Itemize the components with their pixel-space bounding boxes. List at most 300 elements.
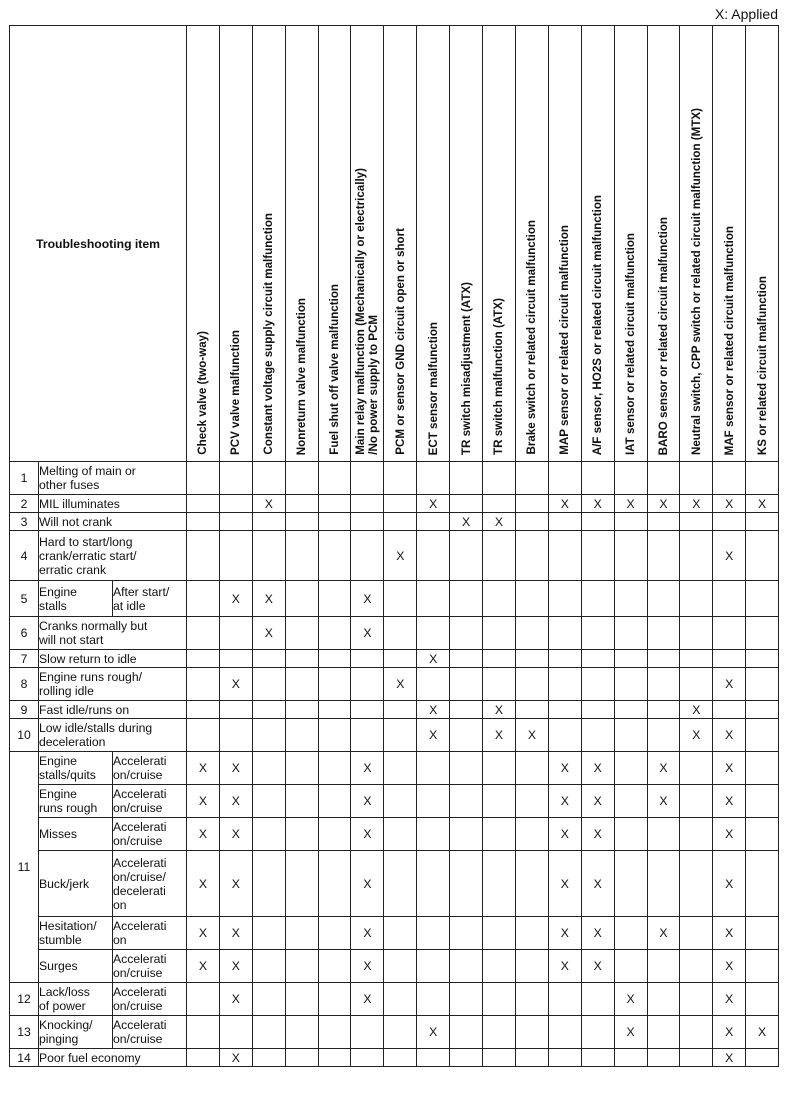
applied-mark-cell: [417, 617, 450, 650]
applied-mark-cell: [384, 752, 417, 785]
applied-mark-cell: X: [187, 950, 220, 983]
applied-mark-cell: [318, 513, 351, 531]
applied-mark-cell: [384, 1016, 417, 1049]
condition-cell: Accelerati on/cruise: [113, 950, 187, 983]
applied-mark-cell: [581, 650, 614, 668]
applied-mark-cell: [647, 950, 680, 983]
table-row: [10, 617, 779, 650]
applied-mark-cell: [219, 531, 252, 581]
row-number: 11: [10, 752, 39, 983]
applied-mark-cell: [252, 719, 285, 752]
applied-mark-cell: [483, 983, 516, 1016]
applied-mark-cell: X: [647, 752, 680, 785]
applied-mark-cell: [285, 531, 318, 581]
applied-mark-cell: [548, 462, 581, 495]
table-row: [10, 1016, 779, 1049]
table-row: [10, 818, 779, 851]
applied-mark-cell: [252, 668, 285, 701]
applied-mark-cell: [252, 752, 285, 785]
applied-mark-cell: X: [219, 983, 252, 1016]
troubleshooting-item: Will not crank: [39, 513, 187, 531]
applied-mark-cell: [318, 950, 351, 983]
condition-cell: Accelerati on/cruise/ decelerati on: [113, 851, 187, 917]
applied-mark-cell: [285, 495, 318, 513]
applied-mark-cell: X: [647, 495, 680, 513]
applied-mark-cell: [351, 462, 384, 495]
applied-mark-cell: [614, 668, 647, 701]
applied-mark-cell: X: [384, 531, 417, 581]
applied-mark-cell: X: [713, 917, 746, 950]
applied-mark-cell: [680, 581, 713, 617]
applied-mark-cell: [318, 462, 351, 495]
troubleshooting-item: Cranks normally but will not start: [39, 617, 187, 650]
applied-mark-cell: [548, 531, 581, 581]
applied-mark-cell: [384, 785, 417, 818]
condition-cell: Accelerati on/cruise: [113, 818, 187, 851]
applied-mark-cell: X: [351, 752, 384, 785]
applied-mark-cell: [285, 818, 318, 851]
column-header: [713, 26, 746, 462]
applied-mark-cell: X: [483, 719, 516, 752]
applied-mark-cell: [581, 1016, 614, 1049]
applied-mark-cell: [746, 719, 779, 752]
column-header-label: TR switch misadjustment (ATX): [459, 281, 473, 455]
applied-mark-cell: [219, 719, 252, 752]
applied-mark-cell: X: [713, 851, 746, 917]
applied-mark-cell: [581, 462, 614, 495]
applied-mark-cell: X: [187, 917, 220, 950]
column-header: [417, 26, 450, 462]
applied-mark-cell: [713, 462, 746, 495]
applied-mark-cell: [351, 1049, 384, 1067]
applied-mark-cell: [187, 462, 220, 495]
applied-mark-cell: [515, 917, 548, 950]
applied-mark-cell: X: [548, 785, 581, 818]
applied-mark-cell: [285, 752, 318, 785]
applied-mark-cell: [384, 818, 417, 851]
applied-mark-cell: [680, 785, 713, 818]
applied-mark-cell: [450, 462, 483, 495]
applied-mark-cell: [318, 701, 351, 719]
applied-mark-cell: [515, 617, 548, 650]
applied-mark-cell: [417, 752, 450, 785]
applied-mark-cell: X: [450, 513, 483, 531]
applied-mark-cell: [450, 650, 483, 668]
applied-mark-cell: [417, 818, 450, 851]
applied-mark-cell: [746, 513, 779, 531]
column-header-label: Constant voltage supply circuit malfunction: [262, 213, 276, 455]
row-number: 13: [10, 1016, 39, 1049]
applied-mark-cell: [252, 818, 285, 851]
applied-mark-cell: [285, 983, 318, 1016]
applied-mark-cell: X: [351, 818, 384, 851]
row-number: 12: [10, 983, 39, 1016]
column-header: [614, 26, 647, 462]
applied-mark-cell: [746, 818, 779, 851]
table-row: [10, 531, 779, 581]
applied-mark-cell: [351, 1016, 384, 1049]
applied-mark-cell: X: [187, 752, 220, 785]
applied-mark-cell: [680, 1049, 713, 1067]
applied-mark-cell: [187, 650, 220, 668]
table-row: [10, 851, 779, 917]
applied-mark-cell: X: [219, 1049, 252, 1067]
applied-mark-cell: [351, 650, 384, 668]
applied-mark-cell: [515, 462, 548, 495]
applied-mark-cell: X: [417, 495, 450, 513]
applied-mark-cell: [746, 581, 779, 617]
troubleshooting-item-header: Troubleshooting item: [10, 26, 187, 462]
troubleshooting-item: MIL illuminates: [39, 495, 187, 513]
table-row: [10, 917, 779, 950]
applied-mark-cell: X: [483, 701, 516, 719]
troubleshooting-item: Fast idle/runs on: [39, 701, 187, 719]
column-header: [680, 26, 713, 462]
applied-mark-cell: [285, 668, 318, 701]
applied-mark-cell: [318, 785, 351, 818]
applied-mark-cell: [384, 851, 417, 917]
applied-mark-cell: [187, 531, 220, 581]
troubleshooting-table: [9, 25, 779, 1067]
column-header-label: PCM or sensor GND circuit open or short: [393, 228, 407, 455]
applied-mark-cell: [318, 851, 351, 917]
applied-mark-cell: [187, 983, 220, 1016]
applied-mark-cell: [647, 818, 680, 851]
applied-mark-cell: [548, 650, 581, 668]
column-header-label: PCV valve malfunction: [229, 330, 243, 455]
applied-mark-cell: [614, 851, 647, 917]
applied-mark-cell: X: [187, 785, 220, 818]
troubleshooting-item: Lack/loss of power: [39, 983, 113, 1016]
applied-mark-cell: [614, 752, 647, 785]
applied-mark-cell: [219, 650, 252, 668]
table-row: [10, 495, 779, 513]
applied-mark-cell: [351, 719, 384, 752]
applied-mark-cell: [746, 462, 779, 495]
applied-mark-cell: [252, 462, 285, 495]
applied-mark-cell: [187, 668, 220, 701]
applied-mark-cell: X: [581, 950, 614, 983]
row-number: 7: [10, 650, 39, 668]
applied-mark-cell: [548, 513, 581, 531]
table-row: [10, 785, 779, 818]
applied-mark-cell: [417, 950, 450, 983]
column-header-label: MAF sensor or related circuit malfunction: [722, 225, 736, 455]
applied-mark-cell: X: [713, 1016, 746, 1049]
applied-mark-cell: [417, 531, 450, 581]
applied-mark-cell: [515, 752, 548, 785]
applied-mark-cell: [417, 462, 450, 495]
applied-mark-cell: X: [713, 719, 746, 752]
applied-mark-cell: [285, 950, 318, 983]
applied-mark-cell: [252, 983, 285, 1016]
applied-mark-cell: X: [614, 495, 647, 513]
applied-mark-cell: [614, 1049, 647, 1067]
applied-mark-cell: X: [713, 1049, 746, 1067]
applied-mark-cell: [285, 650, 318, 668]
applied-mark-cell: X: [351, 851, 384, 917]
applied-mark-cell: [384, 513, 417, 531]
applied-mark-cell: X: [515, 719, 548, 752]
row-number: 2: [10, 495, 39, 513]
applied-mark-cell: [417, 668, 450, 701]
applied-mark-cell: [318, 531, 351, 581]
applied-mark-cell: X: [351, 950, 384, 983]
applied-mark-cell: [285, 917, 318, 950]
applied-mark-cell: [417, 785, 450, 818]
applied-mark-cell: [483, 851, 516, 917]
applied-mark-cell: [450, 752, 483, 785]
applied-mark-cell: [680, 752, 713, 785]
applied-mark-cell: X: [548, 818, 581, 851]
applied-mark-cell: [483, 785, 516, 818]
applied-mark-cell: X: [219, 950, 252, 983]
applied-mark-cell: [318, 1016, 351, 1049]
applied-mark-cell: [746, 950, 779, 983]
applied-mark-cell: [581, 617, 614, 650]
applied-mark-cell: [680, 917, 713, 950]
applied-mark-cell: [252, 513, 285, 531]
applied-mark-cell: [285, 1016, 318, 1049]
troubleshooting-item: Engine runs rough: [39, 785, 113, 818]
applied-mark-cell: [285, 785, 318, 818]
applied-mark-cell: [581, 1049, 614, 1067]
applied-mark-cell: [417, 917, 450, 950]
applied-mark-cell: [746, 1049, 779, 1067]
applied-mark-cell: [548, 1016, 581, 1049]
applied-mark-cell: [548, 701, 581, 719]
column-header: [515, 26, 548, 462]
condition-cell: Accelerati on: [113, 917, 187, 950]
applied-mark-cell: [285, 462, 318, 495]
applied-mark-cell: [351, 701, 384, 719]
applied-mark-cell: X: [252, 617, 285, 650]
applied-mark-cell: X: [252, 495, 285, 513]
column-header-label: Nonreturn valve malfunction: [295, 297, 309, 455]
applied-mark-cell: [483, 581, 516, 617]
applied-mark-cell: [713, 701, 746, 719]
applied-mark-cell: [285, 1049, 318, 1067]
applied-mark-cell: [614, 513, 647, 531]
applied-mark-cell: [483, 1016, 516, 1049]
applied-mark-cell: [450, 818, 483, 851]
applied-mark-cell: X: [351, 917, 384, 950]
applied-mark-cell: X: [581, 818, 614, 851]
column-header: [285, 26, 318, 462]
applied-mark-cell: [515, 513, 548, 531]
applied-mark-cell: [483, 950, 516, 983]
applied-mark-cell: [515, 668, 548, 701]
applied-mark-cell: [680, 650, 713, 668]
applied-mark-cell: [450, 785, 483, 818]
applied-mark-cell: [252, 1016, 285, 1049]
condition-cell: Accelerati on/cruise: [113, 785, 187, 818]
column-header: [384, 26, 417, 462]
applied-mark-cell: X: [252, 581, 285, 617]
table-row: [10, 650, 779, 668]
applied-mark-cell: [318, 818, 351, 851]
applied-mark-cell: X: [417, 1016, 450, 1049]
applied-mark-cell: [713, 513, 746, 531]
applied-mark-cell: [450, 668, 483, 701]
applied-mark-cell: X: [713, 531, 746, 581]
applied-mark-cell: X: [647, 917, 680, 950]
applied-mark-cell: X: [713, 785, 746, 818]
applied-mark-cell: [252, 1049, 285, 1067]
applied-mark-cell: X: [581, 785, 614, 818]
applied-mark-cell: [515, 701, 548, 719]
applied-mark-cell: [515, 818, 548, 851]
applied-mark-cell: [548, 983, 581, 1016]
applied-mark-cell: [384, 617, 417, 650]
applied-mark-cell: [581, 513, 614, 531]
table-row: [10, 752, 779, 785]
applied-mark-cell: [746, 983, 779, 1016]
applied-mark-cell: [450, 950, 483, 983]
table-row: [10, 701, 779, 719]
applied-mark-cell: [450, 983, 483, 1016]
table-row: [10, 668, 779, 701]
applied-mark-cell: X: [581, 851, 614, 917]
applied-mark-cell: [548, 617, 581, 650]
applied-mark-cell: [219, 617, 252, 650]
applied-mark-cell: [351, 531, 384, 581]
applied-mark-cell: [680, 851, 713, 917]
troubleshooting-item: Knocking/ pinging: [39, 1016, 113, 1049]
applied-mark-cell: X: [713, 983, 746, 1016]
applied-mark-cell: [647, 701, 680, 719]
column-header: [219, 26, 252, 462]
condition-cell: Accelerati on/cruise: [113, 752, 187, 785]
applied-mark-cell: [515, 1016, 548, 1049]
row-number: 14: [10, 1049, 39, 1067]
table-row: [10, 719, 779, 752]
applied-mark-cell: [548, 1049, 581, 1067]
row-number: 5: [10, 581, 39, 617]
applied-mark-cell: [450, 917, 483, 950]
applied-mark-cell: [318, 917, 351, 950]
condition-cell: Accelerati on/cruise: [113, 1016, 187, 1049]
troubleshooting-item: Misses: [39, 818, 113, 851]
applied-mark-cell: [614, 462, 647, 495]
applied-mark-cell: [318, 1049, 351, 1067]
applied-mark-cell: [614, 917, 647, 950]
applied-mark-cell: X: [680, 495, 713, 513]
applied-mark-cell: [647, 513, 680, 531]
applied-mark-cell: [384, 950, 417, 983]
applied-mark-cell: [483, 617, 516, 650]
applied-mark-cell: [515, 495, 548, 513]
applied-mark-cell: [647, 983, 680, 1016]
column-header: [647, 26, 680, 462]
applied-mark-cell: [384, 1049, 417, 1067]
applied-mark-cell: [252, 851, 285, 917]
applied-mark-cell: [285, 701, 318, 719]
applied-mark-cell: [515, 950, 548, 983]
applied-mark-cell: [483, 462, 516, 495]
column-header: [483, 26, 516, 462]
applied-mark-cell: [219, 495, 252, 513]
applied-mark-cell: [187, 1016, 220, 1049]
applied-mark-cell: [680, 513, 713, 531]
applied-mark-cell: [680, 462, 713, 495]
applied-mark-cell: [680, 1016, 713, 1049]
applied-mark-cell: [647, 1049, 680, 1067]
applied-mark-cell: [187, 701, 220, 719]
applied-mark-cell: [252, 531, 285, 581]
applied-mark-cell: [483, 668, 516, 701]
applied-mark-cell: [614, 701, 647, 719]
applied-mark-cell: X: [351, 581, 384, 617]
column-header: [450, 26, 483, 462]
applied-mark-cell: X: [581, 752, 614, 785]
applied-mark-cell: [285, 851, 318, 917]
applied-mark-cell: [384, 701, 417, 719]
applied-mark-cell: X: [351, 983, 384, 1016]
applied-mark-cell: X: [219, 851, 252, 917]
applied-mark-cell: [450, 581, 483, 617]
applied-mark-cell: [713, 581, 746, 617]
column-header: [318, 26, 351, 462]
applied-mark-cell: [680, 950, 713, 983]
column-header-label: ECT sensor malfunction: [426, 321, 440, 455]
troubleshooting-item: Engine runs rough/ rolling idle: [39, 668, 187, 701]
applied-mark-cell: X: [219, 668, 252, 701]
applied-mark-cell: [483, 531, 516, 581]
applied-mark-cell: [515, 650, 548, 668]
applied-mark-cell: X: [219, 752, 252, 785]
applied-mark-cell: X: [647, 785, 680, 818]
applied-mark-cell: [318, 581, 351, 617]
applied-mark-cell: X: [384, 668, 417, 701]
applied-mark-cell: [647, 1016, 680, 1049]
troubleshooting-item: Poor fuel economy: [39, 1049, 187, 1067]
applied-mark-cell: [318, 752, 351, 785]
applied-mark-cell: [252, 650, 285, 668]
row-number: 6: [10, 617, 39, 650]
applied-mark-cell: [187, 581, 220, 617]
applied-mark-cell: [384, 719, 417, 752]
applied-mark-cell: [483, 1049, 516, 1067]
column-header-label: Main relay malfunction (Mechanically or electrically) /No power supply to PCM: [354, 168, 381, 455]
applied-mark-cell: X: [219, 917, 252, 950]
applied-mark-cell: X: [417, 650, 450, 668]
applied-mark-cell: [219, 513, 252, 531]
applied-mark-cell: [351, 495, 384, 513]
applied-mark-cell: X: [713, 818, 746, 851]
applied-mark-cell: X: [483, 513, 516, 531]
applied-mark-cell: [483, 917, 516, 950]
troubleshooting-item: Low idle/stalls during deceleration: [39, 719, 187, 752]
table-row: [10, 1049, 779, 1067]
applied-mark-cell: X: [548, 950, 581, 983]
applied-mark-cell: [417, 851, 450, 917]
applied-mark-cell: [219, 462, 252, 495]
applied-mark-cell: [515, 531, 548, 581]
applied-mark-cell: [252, 950, 285, 983]
applied-mark-cell: X: [417, 719, 450, 752]
applied-mark-cell: [746, 701, 779, 719]
applied-mark-cell: [450, 719, 483, 752]
applied-mark-cell: [680, 617, 713, 650]
row-number: 8: [10, 668, 39, 701]
applied-mark-cell: X: [548, 917, 581, 950]
applied-mark-cell: X: [548, 752, 581, 785]
applied-mark-cell: [384, 983, 417, 1016]
applied-mark-cell: [614, 581, 647, 617]
applied-mark-cell: [680, 983, 713, 1016]
applied-mark-cell: X: [713, 752, 746, 785]
